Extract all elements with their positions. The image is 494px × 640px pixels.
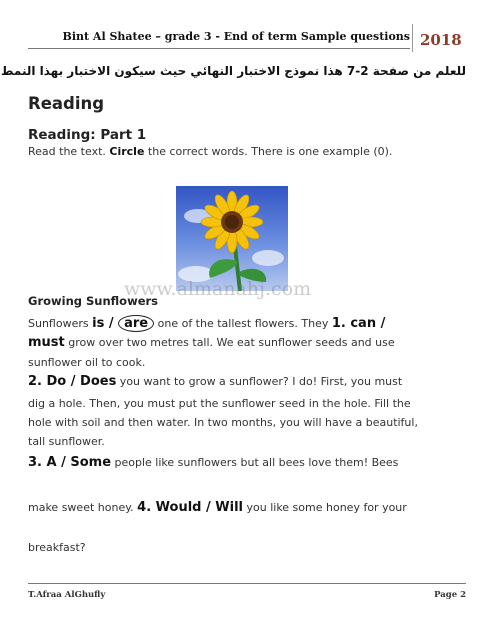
instruction-text: Read the text.	[28, 145, 110, 158]
header-title: Bint Al Shatee – grade 3 - End of term Sample questions	[62, 30, 410, 43]
footer-page-number: Page 2	[434, 590, 466, 600]
question-1: 1. can /	[331, 316, 386, 331]
header-year: 2018	[420, 31, 462, 49]
line-text: one of the tallest flowers. They	[154, 317, 332, 330]
arabic-note: للعلم من صفحة 2-7 هذا نموذج الاختبار النهائي حيث سيكون الاختبار بهذا النمط	[1, 64, 466, 78]
question-2: 2. Do / Does	[28, 374, 117, 389]
instruction-rest: the correct words. There is one example (0).	[144, 145, 393, 158]
text-line: hole with soil and then water. In two months, you will have a beautiful,	[28, 416, 418, 429]
line-text: people like sunflowers but all bees love them! Bees	[111, 456, 399, 469]
footer-rule	[28, 583, 466, 584]
text-line	[28, 455, 398, 470]
instruction	[28, 145, 392, 158]
footer-author: T.Afraa AlGhufly	[28, 590, 106, 600]
header-separator	[412, 24, 413, 52]
text-line: dig a hole. Then, you must put the sunflower seed in the hole. Fill the	[28, 397, 411, 410]
text-line	[28, 374, 402, 389]
sunflower-image	[176, 186, 288, 291]
circled-answer: are	[118, 315, 154, 332]
line-text: Sunflowers	[28, 317, 93, 330]
line-text: grow over two metres tall. We eat sunflower seeds and use	[64, 336, 395, 349]
example-question	[92, 316, 154, 331]
section-title: Reading	[28, 94, 105, 113]
question-1-option: must	[28, 335, 65, 350]
question-3: 3. A / Some	[28, 455, 112, 470]
part-title: Reading: Part 1	[28, 127, 147, 143]
text-line: sunflower oil to cook.	[28, 356, 146, 369]
line-text: you want to grow a sunflower? I do! First, you must	[116, 375, 403, 388]
header-rule	[28, 48, 410, 49]
question-4: 4. Would / Will	[137, 500, 243, 515]
option-is: is /	[92, 316, 119, 331]
instruction-bold: Circle	[109, 145, 145, 158]
text-line	[28, 500, 407, 515]
line-text: you like some honey for your	[243, 501, 407, 514]
text-line	[28, 315, 385, 332]
line-text: make sweet honey.	[28, 501, 138, 514]
text-line: tall sunflower.	[28, 435, 105, 448]
text-line: breakfast?	[28, 541, 86, 554]
story-title: Growing Sunflowers	[28, 294, 159, 308]
watermark: www.almanahj.com	[124, 278, 312, 300]
text-line	[28, 335, 395, 350]
